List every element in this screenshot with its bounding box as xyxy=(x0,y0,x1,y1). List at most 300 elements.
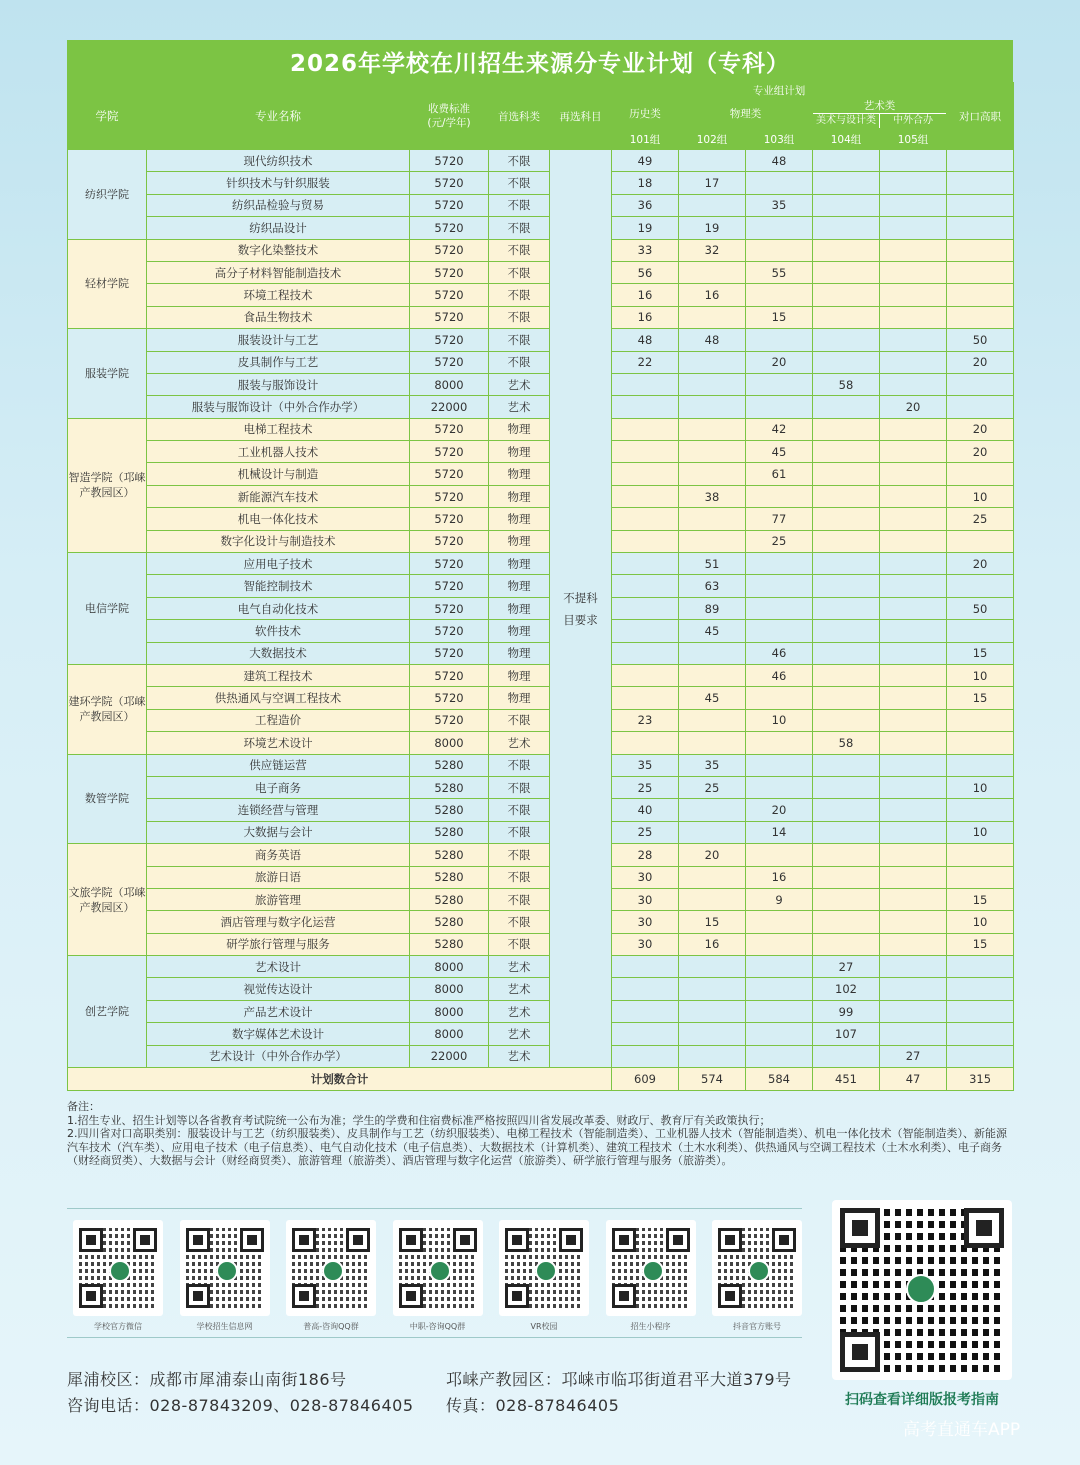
fee-cell: 5720 xyxy=(410,485,489,507)
plan-g104-cell xyxy=(813,172,880,194)
table-row xyxy=(68,888,1014,910)
major-cell: 供应链运营 xyxy=(147,754,410,776)
total-g103-cell: 584 xyxy=(746,1068,813,1091)
plan-g102-cell xyxy=(679,194,746,216)
plan-g103-cell: 20 xyxy=(746,799,813,821)
qr-code-label: 招生小程序 xyxy=(630,1322,671,1331)
major-cell: 机械设计与制造 xyxy=(147,463,410,485)
header-major: 专业名称 xyxy=(147,83,410,150)
plan-g102-cell: 17 xyxy=(679,172,746,194)
plan-g105-cell xyxy=(880,732,947,754)
plan-g104-cell xyxy=(813,687,880,709)
header-group-105: 105组 xyxy=(880,129,947,150)
plan-g101-cell xyxy=(612,642,679,664)
plan-g101-cell xyxy=(612,664,679,686)
fee-cell: 5720 xyxy=(410,239,489,261)
plan-g101-cell xyxy=(612,418,679,440)
plan-g103-cell: 9 xyxy=(746,888,813,910)
header-first-subject: 首选科类 xyxy=(489,83,550,150)
fee-cell: 5280 xyxy=(410,888,489,910)
plan-g102-cell: 89 xyxy=(679,597,746,619)
plan-g101-cell xyxy=(612,530,679,552)
major-cell: 智能控制技术 xyxy=(147,575,410,597)
total-g104-cell: 451 xyxy=(813,1068,880,1091)
table-row xyxy=(68,261,1014,283)
fee-cell: 5280 xyxy=(410,754,489,776)
plan-g105-cell xyxy=(880,821,947,843)
plan-g101-cell xyxy=(612,463,679,485)
plan-g104-cell xyxy=(813,933,880,955)
plan-g105-cell xyxy=(880,217,947,239)
plan-g103-cell xyxy=(746,553,813,575)
fee-cell: 5720 xyxy=(410,620,489,642)
major-cell: 艺术设计 xyxy=(147,956,410,978)
plan-g102-cell: 35 xyxy=(679,754,746,776)
table-row xyxy=(68,687,1014,709)
first-subject-cell: 不限 xyxy=(489,844,550,866)
total-g101-cell: 609 xyxy=(612,1068,679,1091)
major-cell: 食品生物技术 xyxy=(147,306,410,328)
plan-g101-cell: 19 xyxy=(612,217,679,239)
fee-cell: 5720 xyxy=(410,709,489,731)
plan-g102-cell xyxy=(679,261,746,283)
plan-g103-cell: 35 xyxy=(746,194,813,216)
plan-g102-cell: 16 xyxy=(679,933,746,955)
plan-g103-cell xyxy=(746,933,813,955)
plan-voc-cell xyxy=(947,1023,1014,1045)
plan-g103-cell: 42 xyxy=(746,418,813,440)
header-sino: 中外合办 xyxy=(893,115,934,126)
first-subject-cell: 不限 xyxy=(489,194,550,216)
fee-cell: 5720 xyxy=(410,575,489,597)
plan-g105-cell: 27 xyxy=(880,1045,947,1067)
plan-g103-cell xyxy=(746,239,813,261)
plan-g105-cell xyxy=(880,553,947,575)
plan-g102-cell xyxy=(679,709,746,731)
plan-g103-cell xyxy=(746,956,813,978)
fee-cell: 5720 xyxy=(410,664,489,686)
plan-g101-cell: 25 xyxy=(612,776,679,798)
first-subject-cell: 不限 xyxy=(489,799,550,821)
plan-g105-cell xyxy=(880,463,947,485)
major-cell: 供热通风与空调工程技术 xyxy=(147,687,410,709)
table-row xyxy=(68,508,1014,530)
plan-g102-cell: 45 xyxy=(679,687,746,709)
plan-g102-cell: 25 xyxy=(679,776,746,798)
major-cell: 工程造价 xyxy=(147,709,410,731)
plan-voc-cell xyxy=(947,373,1014,395)
plan-g101-cell xyxy=(612,1023,679,1045)
first-subject-cell: 艺术 xyxy=(489,396,550,418)
first-subject-cell: 物理 xyxy=(489,620,550,642)
table-row xyxy=(68,799,1014,821)
guide-qr-code[interactable] xyxy=(832,1200,1012,1380)
first-subject-cell: 不限 xyxy=(489,306,550,328)
qr-code-label: 学校招生信息网 xyxy=(196,1322,253,1331)
fee-cell: 5280 xyxy=(410,799,489,821)
qr-code-label: 学校官方微信 xyxy=(94,1322,142,1331)
total-label: 计划数合计 xyxy=(68,1068,612,1091)
high-school-qq-qr-code[interactable] xyxy=(284,1220,378,1332)
plan-g102-cell xyxy=(679,351,746,373)
table-row xyxy=(68,978,1014,1000)
fee-cell: 5720 xyxy=(410,463,489,485)
notes xyxy=(67,1100,1017,1168)
college-cell: 文旅学院（邛崃产教园区） xyxy=(68,844,147,956)
major-cell: 大数据与会计 xyxy=(147,821,410,843)
plan-g103-cell xyxy=(746,172,813,194)
plan-g101-cell xyxy=(612,396,679,418)
major-cell: 旅游日语 xyxy=(147,866,410,888)
plan-g105-cell xyxy=(880,1000,947,1022)
college-cell: 智造学院（邛崃产教园区） xyxy=(68,418,147,552)
vocational-qq-qr-code[interactable] xyxy=(391,1220,485,1332)
plan-g104-cell: 58 xyxy=(813,732,880,754)
first-subject-cell: 艺术 xyxy=(489,732,550,754)
plan-voc-cell: 50 xyxy=(947,329,1014,351)
qr-code-icon xyxy=(606,1220,696,1316)
fee-cell: 5720 xyxy=(410,284,489,306)
plan-g104-cell xyxy=(813,485,880,507)
table-row xyxy=(68,956,1014,978)
plan-g102-cell xyxy=(679,732,746,754)
plan-g104-cell xyxy=(813,194,880,216)
header-art xyxy=(813,99,947,129)
watermark: 高考直通车APP xyxy=(903,1420,1021,1440)
plan-g101-cell: 16 xyxy=(612,284,679,306)
plan-voc-cell xyxy=(947,754,1014,776)
table-row xyxy=(68,463,1014,485)
plan-g104-cell: 99 xyxy=(813,1000,880,1022)
plan-g104-cell xyxy=(813,1045,880,1067)
plan-g105-cell xyxy=(880,172,947,194)
plan-voc-cell xyxy=(947,866,1014,888)
qr-code-label: 中职-咨询QQ群 xyxy=(409,1322,466,1331)
consult-phone: 咨询电话：028-87843209、028-87846405 xyxy=(67,1396,414,1415)
first-subject-cell: 艺术 xyxy=(489,1000,550,1022)
plan-voc-cell: 25 xyxy=(947,508,1014,530)
plan-g101-cell: 40 xyxy=(612,799,679,821)
fee-cell: 22000 xyxy=(410,396,489,418)
plan-g103-cell xyxy=(746,1045,813,1067)
plan-g102-cell: 20 xyxy=(679,844,746,866)
plan-voc-cell xyxy=(947,284,1014,306)
table-row xyxy=(68,732,1014,754)
plan-g104-cell: 102 xyxy=(813,978,880,1000)
college-cell: 数管学院 xyxy=(68,754,147,844)
plan-voc-cell: 10 xyxy=(947,911,1014,933)
plan-g104-cell: 58 xyxy=(813,373,880,395)
header-group-plan: 专业组计划 xyxy=(612,83,947,99)
plan-g103-cell xyxy=(746,620,813,642)
plan-g105-cell xyxy=(880,194,947,216)
plan-g102-cell xyxy=(679,463,746,485)
plan-g101-cell: 56 xyxy=(612,261,679,283)
school-logo-icon xyxy=(906,1274,936,1304)
table-row xyxy=(68,351,1014,373)
plan-voc-cell: 15 xyxy=(947,642,1014,664)
major-cell: 酒店管理与数字化运营 xyxy=(147,911,410,933)
plan-g101-cell xyxy=(612,597,679,619)
plan-g104-cell xyxy=(813,821,880,843)
plan-g103-cell: 15 xyxy=(746,306,813,328)
table-row xyxy=(68,373,1014,395)
table-row xyxy=(68,620,1014,642)
plan-g105-cell xyxy=(880,530,947,552)
plan-g105-cell xyxy=(880,978,947,1000)
plan-g104-cell xyxy=(813,306,880,328)
plan-g105-cell xyxy=(880,597,947,619)
mini-program-qr-code[interactable] xyxy=(604,1220,698,1332)
plan-g102-cell xyxy=(679,508,746,530)
plan-g104-cell xyxy=(813,575,880,597)
plan-g102-cell xyxy=(679,642,746,664)
plan-g102-cell xyxy=(679,799,746,821)
table-row xyxy=(68,776,1014,798)
campus-1-address: 犀浦校区：成都市犀浦泰山南街186号 xyxy=(67,1370,347,1389)
plan-voc-cell xyxy=(947,1000,1014,1022)
plan-g105-cell xyxy=(880,373,947,395)
major-cell: 旅游管理 xyxy=(147,888,410,910)
qr-code-icon xyxy=(712,1220,802,1316)
plan-g103-cell xyxy=(746,373,813,395)
first-subject-cell: 物理 xyxy=(489,441,550,463)
major-cell: 连锁经营与管理 xyxy=(147,799,410,821)
header-vocational: 对口高职 xyxy=(947,83,1014,150)
school-logo-icon xyxy=(748,1260,770,1282)
plan-g104-cell xyxy=(813,150,880,172)
plan-g101-cell: 33 xyxy=(612,239,679,261)
plan-g104-cell xyxy=(813,217,880,239)
plan-g101-cell: 23 xyxy=(612,709,679,731)
plan-g103-cell xyxy=(746,575,813,597)
major-cell: 高分子材料智能制造技术 xyxy=(147,261,410,283)
table-row xyxy=(68,284,1014,306)
plan-g102-cell xyxy=(679,1045,746,1067)
plan-g103-cell xyxy=(746,485,813,507)
plan-voc-cell: 15 xyxy=(947,933,1014,955)
header-second-subject: 再选科目 xyxy=(550,83,612,150)
table-row xyxy=(68,441,1014,463)
first-subject-cell: 不限 xyxy=(489,911,550,933)
table-row xyxy=(68,306,1014,328)
college-cell: 建环学院（邛崃产教园区） xyxy=(68,664,147,754)
plan-g105-cell xyxy=(880,956,947,978)
plan-g104-cell xyxy=(813,597,880,619)
plan-voc-cell: 20 xyxy=(947,418,1014,440)
first-subject-cell: 艺术 xyxy=(489,1023,550,1045)
plan-g103-cell xyxy=(746,844,813,866)
plan-g103-cell xyxy=(746,687,813,709)
first-subject-cell: 艺术 xyxy=(489,373,550,395)
plan-g101-cell: 18 xyxy=(612,172,679,194)
plan-g101-cell: 22 xyxy=(612,351,679,373)
plan-g103-cell xyxy=(746,911,813,933)
plan-g101-cell: 30 xyxy=(612,888,679,910)
plan-g103-cell xyxy=(746,978,813,1000)
plan-g102-cell xyxy=(679,418,746,440)
plan-g105-cell xyxy=(880,709,947,731)
first-subject-cell: 不限 xyxy=(489,933,550,955)
first-subject-cell: 不限 xyxy=(489,329,550,351)
fee-cell: 8000 xyxy=(410,1000,489,1022)
plan-g105-cell xyxy=(880,441,947,463)
admission-site-qr-code[interactable] xyxy=(178,1220,272,1332)
plan-g102-cell xyxy=(679,150,746,172)
plan-g103-cell: 77 xyxy=(746,508,813,530)
qr-code-icon xyxy=(393,1220,483,1316)
plan-g101-cell xyxy=(612,1000,679,1022)
major-cell: 服装与服饰设计 xyxy=(147,373,410,395)
plan-g101-cell: 35 xyxy=(612,754,679,776)
fee-cell: 5720 xyxy=(410,329,489,351)
school-logo-icon xyxy=(642,1260,664,1282)
first-subject-cell: 物理 xyxy=(489,530,550,552)
first-subject-cell: 物理 xyxy=(489,463,550,485)
fee-cell: 8000 xyxy=(410,956,489,978)
plan-voc-cell xyxy=(947,575,1014,597)
major-cell: 电子商务 xyxy=(147,776,410,798)
major-cell: 纺织品检验与贸易 xyxy=(147,194,410,216)
first-subject-cell: 物理 xyxy=(489,418,550,440)
header-art-design: 美术与设计类 xyxy=(813,114,880,128)
plan-g104-cell xyxy=(813,530,880,552)
plan-g104-cell xyxy=(813,642,880,664)
douyin-qr-code[interactable] xyxy=(710,1220,804,1332)
header-art-label: 艺术类 xyxy=(813,99,946,114)
table-row xyxy=(68,597,1014,619)
header-fee: 收费标准 (元/学年) xyxy=(410,83,489,150)
fee-cell: 5280 xyxy=(410,933,489,955)
second-subject-requirement-text: 不提科目要求 xyxy=(563,590,598,627)
fee-cell: 5280 xyxy=(410,821,489,843)
table-row xyxy=(68,933,1014,955)
total-g102-cell: 574 xyxy=(679,1068,746,1091)
wechat-qr-code[interactable] xyxy=(71,1220,165,1332)
plan-g102-cell: 15 xyxy=(679,911,746,933)
plan-g103-cell: 46 xyxy=(746,664,813,686)
plan-g105-cell xyxy=(880,351,947,373)
qr-code-label: 普高-咨询QQ群 xyxy=(303,1322,359,1331)
first-subject-cell: 不限 xyxy=(489,888,550,910)
plan-g101-cell: 30 xyxy=(612,866,679,888)
fee-cell: 5720 xyxy=(410,530,489,552)
fee-cell: 5280 xyxy=(410,911,489,933)
plan-voc-cell: 50 xyxy=(947,597,1014,619)
plan-g102-cell: 32 xyxy=(679,239,746,261)
college-cell: 服装学院 xyxy=(68,329,147,419)
plan-g102-cell xyxy=(679,396,746,418)
fee-cell: 8000 xyxy=(410,978,489,1000)
plan-g103-cell xyxy=(746,284,813,306)
plan-g101-cell: 30 xyxy=(612,911,679,933)
plan-g101-cell xyxy=(612,956,679,978)
plan-g105-cell xyxy=(880,844,947,866)
qr-code-icon xyxy=(499,1220,589,1316)
table-row xyxy=(68,194,1014,216)
table-row xyxy=(68,575,1014,597)
plan-g105-cell xyxy=(880,418,947,440)
plan-g101-cell xyxy=(612,1045,679,1067)
fax-number: 传真：028-87846405 xyxy=(446,1396,620,1415)
plan-g104-cell xyxy=(813,329,880,351)
major-cell: 艺术设计（中外合作办学） xyxy=(147,1045,410,1067)
plan-table-body xyxy=(68,150,1014,1091)
first-subject-cell: 物理 xyxy=(489,687,550,709)
qr-code-row xyxy=(67,1208,802,1338)
plan-g105-cell xyxy=(880,799,947,821)
plan-g101-cell xyxy=(612,553,679,575)
plan-g105-cell xyxy=(880,664,947,686)
plan-g103-cell xyxy=(746,217,813,239)
plan-g103-cell: 46 xyxy=(746,642,813,664)
table-row xyxy=(68,418,1014,440)
plan-g101-cell xyxy=(612,441,679,463)
plan-voc-cell: 20 xyxy=(947,553,1014,575)
table-row xyxy=(68,239,1014,261)
plan-g104-cell xyxy=(813,396,880,418)
plan-g105-cell xyxy=(880,620,947,642)
fee-cell: 5720 xyxy=(410,597,489,619)
plan-g102-cell: 38 xyxy=(679,485,746,507)
plan-g105-cell: 20 xyxy=(880,396,947,418)
table-row xyxy=(68,821,1014,843)
plan-g103-cell xyxy=(746,329,813,351)
major-cell: 数字媒体艺术设计 xyxy=(147,1023,410,1045)
plan-voc-cell xyxy=(947,463,1014,485)
school-logo-icon xyxy=(429,1260,451,1282)
plan-g102-cell xyxy=(679,530,746,552)
plan-g105-cell xyxy=(880,754,947,776)
vr-campus-qr-code[interactable] xyxy=(497,1220,591,1332)
major-cell: 皮具制作与工艺 xyxy=(147,351,410,373)
school-logo-icon xyxy=(535,1260,557,1282)
major-cell: 纺织品设计 xyxy=(147,217,410,239)
plan-g101-cell xyxy=(612,373,679,395)
guide-qr-caption: 扫码查看详细版报考指南 xyxy=(845,1392,999,1408)
plan-g104-cell xyxy=(813,799,880,821)
table-row xyxy=(68,172,1014,194)
college-cell: 创艺学院 xyxy=(68,956,147,1068)
first-subject-cell: 不限 xyxy=(489,709,550,731)
header-physics: 物理类 xyxy=(679,99,813,129)
plan-g104-cell xyxy=(813,351,880,373)
plan-g102-cell xyxy=(679,664,746,686)
plan-g101-cell xyxy=(612,508,679,530)
plan-g102-cell: 48 xyxy=(679,329,746,351)
total-g105-cell: 47 xyxy=(880,1068,947,1091)
header-college: 学院 xyxy=(68,83,147,150)
major-cell: 电梯工程技术 xyxy=(147,418,410,440)
plan-g105-cell xyxy=(880,933,947,955)
plan-g103-cell: 10 xyxy=(746,709,813,731)
first-subject-cell: 物理 xyxy=(489,575,550,597)
first-subject-cell: 艺术 xyxy=(489,1045,550,1067)
qr-code-icon xyxy=(180,1220,270,1316)
first-subject-cell: 艺术 xyxy=(489,956,550,978)
table-row xyxy=(68,553,1014,575)
plan-g105-cell xyxy=(880,642,947,664)
plan-voc-cell xyxy=(947,732,1014,754)
first-subject-cell: 物理 xyxy=(489,553,550,575)
plan-g102-cell: 51 xyxy=(679,553,746,575)
table-row xyxy=(68,911,1014,933)
major-cell: 软件技术 xyxy=(147,620,410,642)
fee-cell: 5720 xyxy=(410,194,489,216)
plan-g102-cell: 45 xyxy=(679,620,746,642)
plan-g104-cell xyxy=(813,239,880,261)
plan-g105-cell xyxy=(880,866,947,888)
